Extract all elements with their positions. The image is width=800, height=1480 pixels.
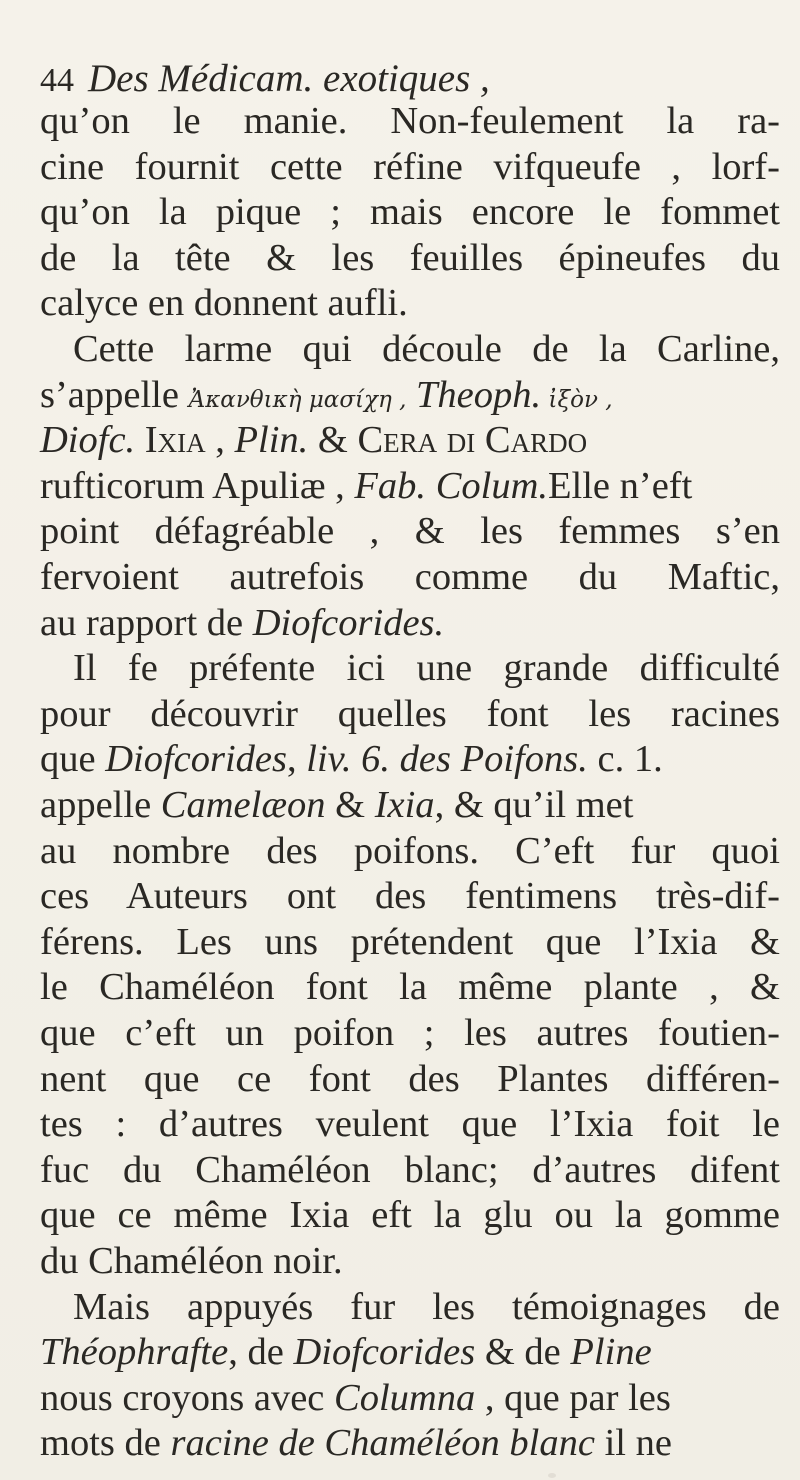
author-name: Théophrafte: [40, 1331, 229, 1374]
running-title: Des Médicam. exotiques ,: [88, 57, 490, 100]
citation: liv. 6. des Poifons.: [306, 738, 588, 781]
text-segment: & de: [475, 1331, 571, 1374]
text-segment: Elle n’eft: [548, 464, 693, 507]
text-segment: rufticorum Apuliæ ,: [40, 464, 355, 507]
text-line: [40, 736, 780, 782]
citation: Plin.: [234, 419, 309, 462]
text-segment: , & qu’il met: [434, 784, 634, 826]
ink-smudge: [548, 1473, 556, 1478]
greek-text: Ἀκανθικὴ μασίχη ,: [188, 386, 407, 413]
text-line: le Chaméléon font la même plante , &: [40, 966, 780, 1009]
text-line: de la tête & les feuilles épineufes du: [40, 236, 780, 279]
text-segment: racine de Chaméléon blanc: [170, 1422, 595, 1465]
text-line: [40, 417, 780, 463]
text-segment: au rapport de: [40, 601, 253, 644]
text-segment: nous croyons avec: [40, 1376, 335, 1419]
text-line: du Chaméléon noir.: [40, 1240, 343, 1282]
greek-text: ἰξὸν ,: [541, 386, 613, 413]
text-line: qu’on le manie. Non-feulement la ra-: [40, 100, 780, 142]
text-segment: s’appelle: [40, 373, 179, 416]
text-line: au nombre des poifons. C’eft fur quoi: [40, 829, 780, 872]
text-line: [40, 600, 780, 646]
page-number: 44: [40, 62, 74, 99]
text-segment: appelle: [40, 784, 161, 826]
text-line: Il fe préfente ici une grande difficulté: [73, 647, 780, 690]
text-segment: & Cera di Cardo: [308, 419, 588, 462]
plant-name: Camelæon: [160, 784, 326, 826]
text-line: que ce même Ixia eft la glu ou la gomme: [40, 1194, 780, 1237]
text-line: fuc du Chaméléon blanc; d’autres difent: [40, 1148, 780, 1191]
text-line: [40, 1375, 780, 1421]
text-segment: &: [325, 784, 375, 826]
text-segment: , de: [228, 1331, 294, 1374]
text-segment: Ixia ,: [135, 419, 235, 462]
text-segment: ,: [287, 738, 307, 781]
text-line: [40, 782, 780, 828]
text-segment: il ne: [594, 1422, 672, 1465]
text-line: qu’on la pique ; mais encore le fommet: [40, 191, 780, 234]
text-segment: [426, 465, 436, 507]
text-line: [40, 1329, 780, 1375]
text-segment: , que par les: [475, 1376, 671, 1419]
text-line: [40, 1420, 780, 1466]
citation: Diofcorides.: [252, 601, 445, 644]
citation: Diofcorides: [105, 738, 288, 781]
text-line: calyce en donnent aufli.: [40, 282, 408, 325]
text-line: cine fournit cette réfine vifqueufe , lorf-: [40, 145, 780, 188]
text-line: pour découvrir quelles font les racines: [40, 692, 780, 735]
author-name: Columna: [334, 1376, 476, 1419]
text-segment: c. 1.: [587, 738, 663, 781]
text-line: [40, 463, 780, 509]
text-line: ces Auteurs ont des fentimens très-dif-: [40, 875, 780, 918]
text-line: [40, 372, 780, 423]
citation: Diofc.: [40, 419, 136, 462]
text-line: fervoient autrefois comme du Maftic,: [40, 556, 780, 598]
author-name: Pline: [570, 1331, 652, 1374]
text-line: que c’eft un poifon ; les autres foutien-: [40, 1012, 780, 1054]
text-line: Cette larme qui découle de la Carline,: [73, 328, 780, 370]
text-segment: que: [40, 738, 106, 781]
text-line: point défagréable , & les femmes s’en: [40, 510, 780, 553]
text-segment: mots de: [40, 1422, 171, 1465]
citation: Theoph.: [416, 373, 542, 416]
text-line: nent que ce font des Plantes différen-: [40, 1057, 780, 1100]
text-line: férens. Les uns prétendent que l’Ixia &: [40, 920, 780, 963]
text-line: Mais appuyés fur les témoignages de: [73, 1285, 780, 1328]
plant-name: Ixia: [374, 784, 435, 826]
citation: Fab.: [354, 464, 427, 507]
citation: Colum.: [435, 464, 548, 507]
page-header: [40, 58, 780, 102]
text-line: tes : d’autres veulent que l’Ixia foit le: [40, 1103, 780, 1146]
author-name: Diofcorides: [293, 1331, 476, 1374]
